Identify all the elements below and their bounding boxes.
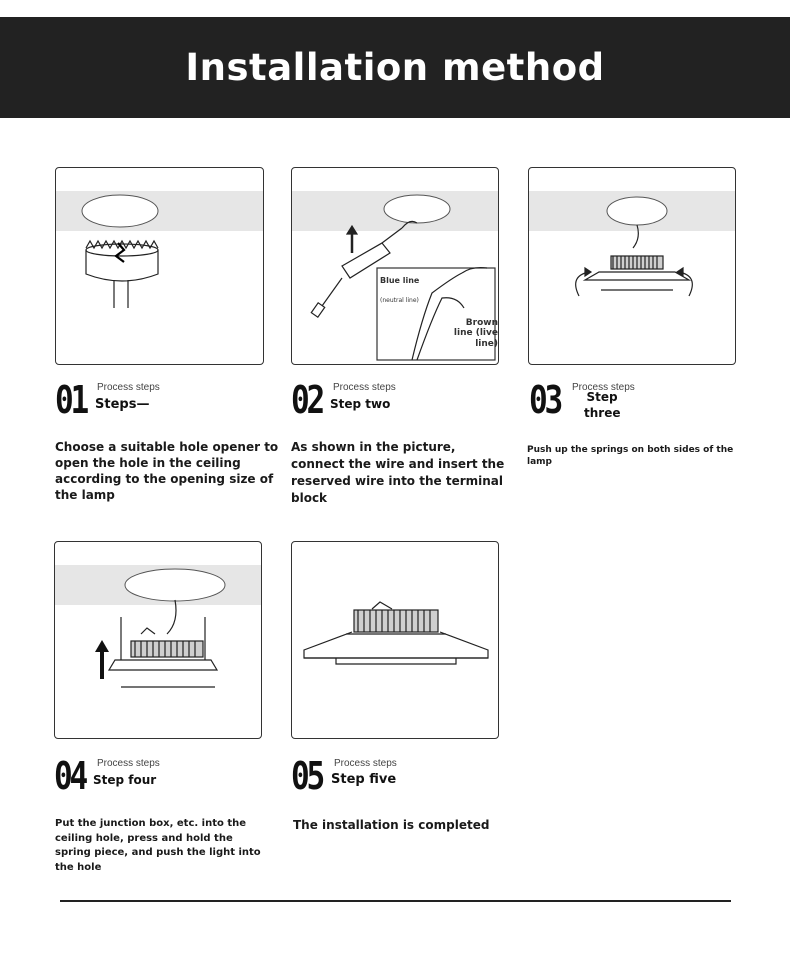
step-3-description: Push up the springs on both sides of the lamp <box>527 445 734 467</box>
up-arrow-icon <box>95 640 109 679</box>
step-3-name: Step three <box>584 390 621 420</box>
step-5-label: Process steps <box>334 758 397 769</box>
step-4-description: Put the junction box, etc. into the ceiling hole, press and hold the spring piece, and push the light into the hole <box>55 818 261 873</box>
step-2-figure <box>291 167 499 365</box>
step-2-label: Process steps <box>333 382 396 393</box>
step-5-figure <box>291 541 499 739</box>
step-2-number: 02 <box>291 378 322 422</box>
step-4-number: 04 <box>54 754 85 798</box>
downlight-icon <box>304 602 488 664</box>
step-1-figure <box>55 167 264 365</box>
ceiling-hole-icon <box>292 191 499 231</box>
downlight-icon <box>109 600 217 687</box>
step-3-label: Process steps <box>572 382 635 393</box>
ceiling-hole-icon <box>55 565 262 605</box>
blue-line-label: Blue line <box>380 276 420 285</box>
neutral-line-label: (neutral line) <box>380 297 419 304</box>
step-5-number: 05 <box>291 754 322 798</box>
hole-saw-icon <box>86 241 158 308</box>
page-header <box>0 17 790 118</box>
step-2-name: Step two <box>330 397 391 411</box>
downlight-icon <box>585 225 689 290</box>
step-1-name: Steps— <box>95 397 150 412</box>
step-1-number: 01 <box>55 378 86 422</box>
step-3-number: 03 <box>529 378 560 422</box>
step-5-name: Step five <box>331 772 397 787</box>
step-4-name: Step four <box>93 773 157 787</box>
step-5-description: The installation is completed <box>293 818 490 832</box>
ceiling-hole-icon <box>529 191 736 231</box>
step-4-figure <box>54 541 262 739</box>
brown-line-label: Brown line (live line) <box>453 318 498 349</box>
ceiling-hole-icon <box>56 191 264 231</box>
footer-divider <box>60 900 731 902</box>
step-2-description: As shown in the picture, connect the wire and insert the reserved wire into the terminal block <box>291 440 505 505</box>
step-1-label: Process steps <box>97 382 160 393</box>
step-4-label: Process steps <box>97 758 160 769</box>
page-title: Installation method <box>185 46 605 89</box>
step-3-figure <box>528 167 736 365</box>
step-1-description: Choose a suitable hole opener to open the hole in the ceiling according to the opening size of the lamp <box>55 440 279 502</box>
